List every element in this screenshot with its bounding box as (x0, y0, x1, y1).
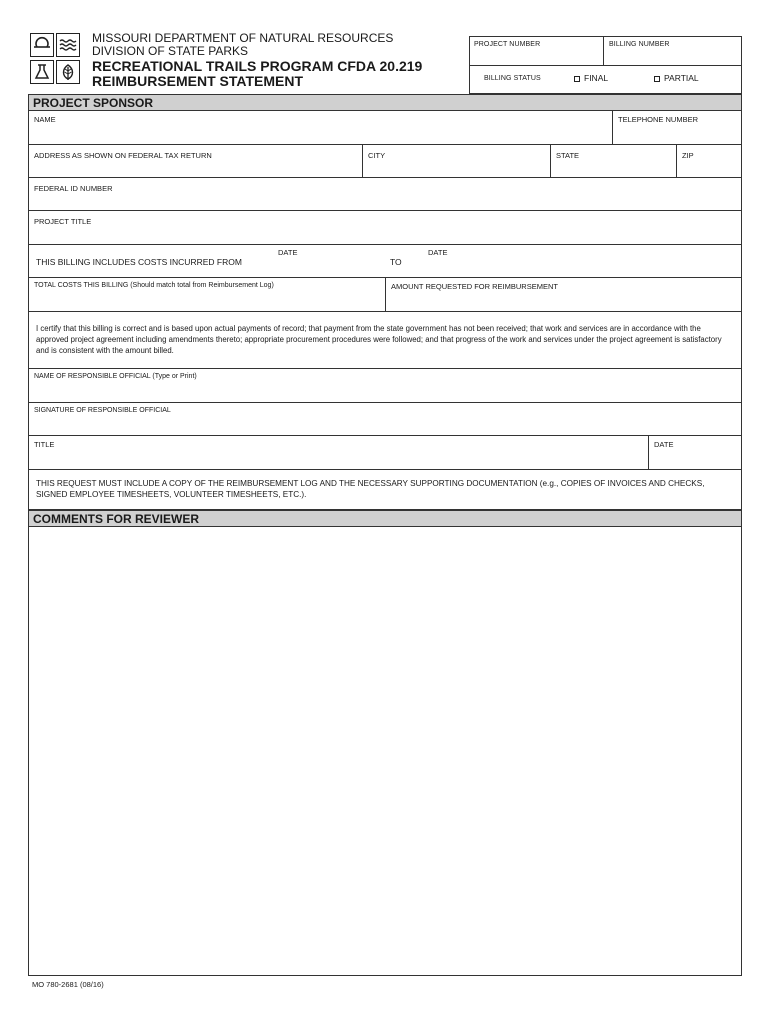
to-text: TO (390, 257, 402, 267)
date-to-label: DATE (428, 248, 448, 257)
agency-name: MISSOURI DEPARTMENT OF NATURAL RESOURCES (92, 31, 394, 45)
project-number-label: PROJECT NUMBER (474, 41, 541, 48)
state-label: STATE (556, 151, 580, 160)
official-name-row[interactable] (28, 369, 742, 403)
certification-text: I certify that this billing is correct and is based upon actual payments of record; that payment from the state government has not been received; that work and services are in accordance with the approved project agreement including amendments thereto; appropriate procurement procedures were followed; and that progress of the work and services under the project agreement is satisfactory and is consistent with the amount billed. (36, 324, 722, 355)
water-icon (56, 33, 80, 57)
project-title-row[interactable] (28, 211, 742, 245)
sunrise-icon (30, 33, 54, 57)
comments-area[interactable] (28, 527, 742, 976)
billing-number-label: BILLING NUMBER (609, 41, 670, 48)
signature-label: SIGNATURE OF RESPONSIBLE OFFICIAL (34, 407, 171, 414)
title-date-row (28, 436, 742, 470)
zip-field[interactable] (676, 145, 742, 177)
project-number-field[interactable] (470, 37, 604, 66)
comments-header: COMMENTS FOR REVIEWER (28, 510, 742, 527)
project-billing-box (469, 36, 742, 94)
final-option[interactable] (574, 73, 608, 83)
project-sponsor-header: PROJECT SPONSOR (28, 94, 742, 111)
state-field[interactable] (550, 145, 676, 177)
signature-row[interactable] (28, 403, 742, 436)
request-note-text: THIS REQUEST MUST INCLUDE A COPY OF THE REIMBURSEMENT LOG AND THE NECESSARY SUPPORTING DOCUMENTATION (e.g., COPIES OF INVOICES AND CHECKS, SIGNED EMPLOYEE TIMESHEETS, VOLUNTEER TIMESHEETS, ETC.). (36, 479, 705, 499)
final-checkbox[interactable] (574, 76, 580, 82)
final-label: FINAL (584, 73, 609, 83)
city-label: CITY (368, 151, 386, 160)
leaf-icon (56, 60, 80, 84)
partial-option[interactable] (654, 73, 699, 83)
address-label: ADDRESS AS SHOWN ON FEDERAL TAX RETURN (34, 151, 212, 160)
title-label: TITLE (34, 440, 55, 449)
telephone-label: TELEPHONE NUMBER (618, 115, 699, 124)
amount-requested-field[interactable] (385, 278, 742, 311)
official-name-label: NAME OF RESPONSIBLE OFFICIAL (Type or Print) (34, 373, 197, 380)
partial-label: PARTIAL (664, 73, 699, 83)
telephone-field[interactable] (612, 111, 742, 144)
project-title-label: PROJECT TITLE (34, 217, 92, 226)
name-row (28, 111, 742, 145)
form-subtitle: REIMBURSEMENT STATEMENT (92, 73, 304, 89)
zip-label: ZIP (682, 151, 694, 160)
city-field[interactable] (362, 145, 550, 177)
billing-number-field[interactable] (604, 37, 741, 66)
totals-row (28, 278, 742, 312)
date-field[interactable] (648, 436, 742, 469)
date-label: DATE (654, 440, 674, 449)
federal-id-row[interactable] (28, 178, 742, 211)
billing-status-label: BILLING STATUS (484, 75, 541, 82)
date-from-label: DATE (278, 248, 298, 257)
form-title: RECREATIONAL TRAILS PROGRAM CFDA 20.219 (92, 58, 423, 74)
total-costs-label: TOTAL COSTS THIS BILLING (Should match total from Reimbursement Log) (34, 282, 274, 289)
billing-includes-text: THIS BILLING INCLUDES COSTS INCURRED FROM (36, 257, 242, 267)
form-number: MO 780-2681 (08/16) (32, 980, 104, 989)
name-label: NAME (34, 115, 56, 124)
request-note-row (28, 470, 742, 510)
billing-period-row (28, 245, 742, 278)
division-name: DIVISION OF STATE PARKS (92, 44, 249, 58)
federal-id-label: FEDERAL ID NUMBER (34, 184, 113, 193)
amount-requested-label: AMOUNT REQUESTED FOR REIMBURSEMENT (391, 282, 558, 291)
dnr-logo (30, 33, 84, 87)
certification-row (28, 312, 742, 369)
flask-icon (30, 60, 54, 84)
partial-checkbox[interactable] (654, 76, 660, 82)
address-row (28, 145, 742, 178)
